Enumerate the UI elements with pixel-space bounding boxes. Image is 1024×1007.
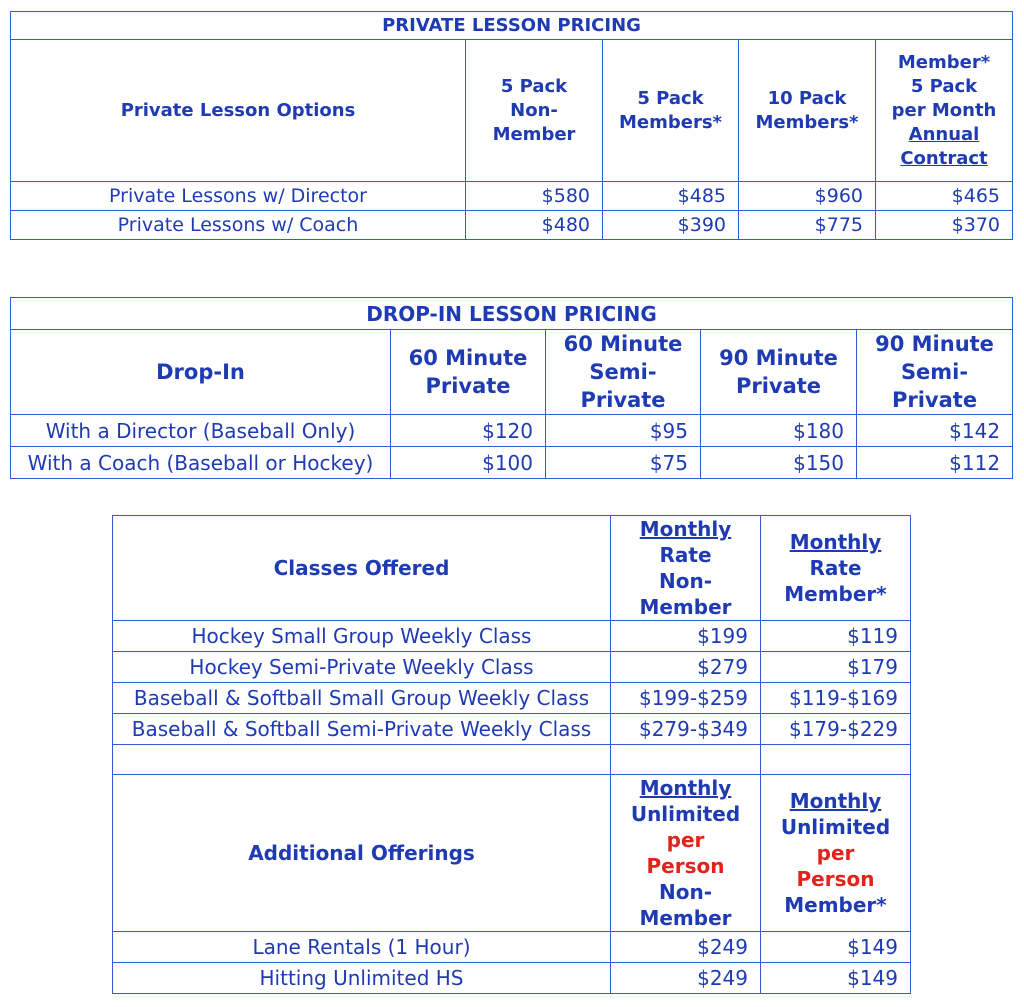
row-label: Lane Rentals (1 Hour) [113,932,611,963]
price-cell: $580 [466,182,603,211]
private-lesson-title: PRIVATE LESSON PRICING [11,12,1013,40]
table-row [113,963,911,994]
classes-pricing-table [112,515,911,994]
classes-nonmember-header: Monthly Rate Non-Member [611,516,761,621]
price-cell: $199 [611,621,761,652]
price-cell: $485 [603,182,739,211]
private-options-header: Private Lesson Options [11,40,466,182]
additional-member-header: Monthly Unlimited per Person Member* [761,775,911,932]
row-label: Baseball & Softball Semi-Private Weekly Class [113,714,611,745]
price-cell: $390 [603,211,739,240]
classes-member-header: Monthly Rate Member* [761,516,911,621]
dropin-lesson-pricing-table [10,297,1013,479]
price-cell: $150 [701,447,857,479]
table-row [113,621,911,652]
price-cell: $480 [466,211,603,240]
table-row [113,683,911,714]
row-label: Baseball & Softball Small Group Weekly Class [113,683,611,714]
price-cell: $149 [761,932,911,963]
table-row [11,211,1013,240]
row-label: Hockey Semi-Private Weekly Class [113,652,611,683]
dropin-title: DROP-IN LESSON PRICING [11,298,1013,330]
dropin-col1-header: 60 Minute Private [391,330,546,415]
classes-offered-header: Classes Offered [113,516,611,621]
price-cell: $100 [391,447,546,479]
private-col3-header: 10 Pack Members* [739,40,876,182]
price-cell: $199-$259 [611,683,761,714]
table-row [113,652,911,683]
price-cell: $279-$349 [611,714,761,745]
price-cell: $95 [546,415,701,447]
price-cell: $120 [391,415,546,447]
price-cell: $179-$229 [761,714,911,745]
price-cell: $249 [611,932,761,963]
table-row [113,714,911,745]
dropin-label-header: Drop-In [11,330,391,415]
price-cell: $180 [701,415,857,447]
price-cell: $370 [876,211,1013,240]
price-cell: $775 [739,211,876,240]
price-cell: $960 [739,182,876,211]
spacer-row [113,745,911,775]
table-row [11,182,1013,211]
private-col2-header: 5 Pack Members* [603,40,739,182]
additional-nonmember-header: Monthly Unlimited per Person Non-Member [611,775,761,932]
row-label: Hitting Unlimited HS [113,963,611,994]
price-cell: $279 [611,652,761,683]
row-label: With a Coach (Baseball or Hockey) [11,447,391,479]
table-row [113,932,911,963]
dropin-col3-header: 90 Minute Private [701,330,857,415]
price-cell: $249 [611,963,761,994]
dropin-col2-header: 60 Minute Semi-Private [546,330,701,415]
price-cell: $179 [761,652,911,683]
table-row [11,447,1013,479]
row-label: Private Lessons w/ Coach [11,211,466,240]
additional-offerings-header: Additional Offerings [113,775,611,932]
price-cell: $149 [761,963,911,994]
private-col1-header: 5 Pack Non-Member [466,40,603,182]
table-row [11,415,1013,447]
row-label: Private Lessons w/ Director [11,182,466,211]
price-cell: $142 [857,415,1013,447]
row-label: Hockey Small Group Weekly Class [113,621,611,652]
price-cell: $112 [857,447,1013,479]
price-cell: $119-$169 [761,683,911,714]
private-col4-header: Member* 5 Pack per Month Annual Contract [876,40,1013,182]
price-cell: $465 [876,182,1013,211]
private-lesson-pricing-table [10,11,1013,240]
dropin-col4-header: 90 Minute Semi-Private [857,330,1013,415]
price-cell: $119 [761,621,911,652]
row-label: With a Director (Baseball Only) [11,415,391,447]
price-cell: $75 [546,447,701,479]
